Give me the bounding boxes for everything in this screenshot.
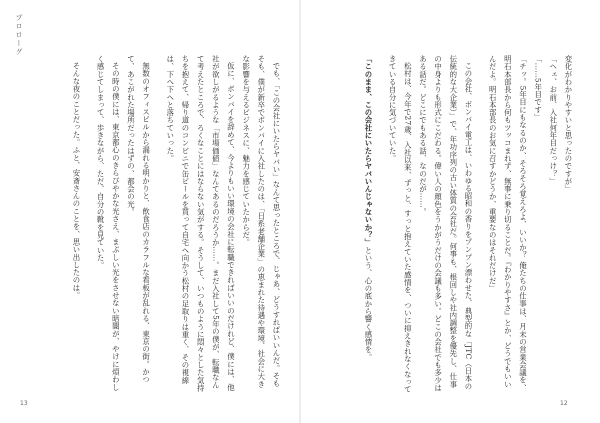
running-head: プロローグ [15,14,23,57]
emphasized-quote: 「このまま、この会社にいたらヤバいんじゃないか？」 [363,55,373,247]
left-page [32,55,284,395]
right-paragraph-5: この会社、ボンバイ電工は、いわゆる昭和の香りをプンプン漂わせた、典型的な「JTC（日本の伝統的な大企業）」で、年功序列の古い体質の会社だ。何事も、根回しや社内調整を優先し、仕事の中身よりも形式にこだわる。偉い人の顔色をうかがうだけの会議も多い。どこの会社でも多少はある話だ。どこにでもある話、なのだが……。 [418,55,473,392]
page-number-left: 13 [20,400,28,407]
page-number-right: 12 [560,400,568,407]
left-page-text [32,55,284,395]
left-paragraph-1: でも、「この会社にいたらヤバい」なんて思ったところで、じゃあ、どうすればいいんだ。そもそも、僕が新卒でボンバイに入社したのは、「日系老舗企業」の恵まれた待遇や環境、社会に大きな影響を与えるビジネスに、魅力を感じていたからだ。 [241,55,281,388]
right-paragraph-7-tail: という、心の底から響く感情を。 [363,246,373,361]
gutter-fold [299,0,301,423]
right-quote-1: 変化がわかりやすいと思ったのですが」 [564,55,573,193]
right-page [318,55,576,395]
left-paragraph-4: その時の僕には、東京都心のきらびやかな光さえ、まぶしい光をさせない暗闇が、やけに煩わしく感じてしまって、歩きながら、ただ、自分の靴を見ていた。 [96,55,121,392]
right-page-text [318,55,576,395]
right-quote-4: 「チッ。5年目にもなるのか、そろそろ覚えろよ、いいか？ 俺たちの仕事は、月末の営業会議を、明石本部長から何もツッコまれず、無事に乗り切ることだ。『わかりやすさ』とか、どうでもいいんだよ。明石本部長のお気に召すかどうか、重要なのはそれだけだ」 [488,55,528,392]
right-quote-2: 「ヘェ、お前、入社何年目だっけ？」 [548,55,558,186]
left-paragraph-2: 仮に、ボンバイを辞めて、今よりもいい環境の会社に転職できればいいのだけれど、僕には、他社が欲しがるような「市場価値」なんてあるのだろうか……。まだ入社して5年の僕が、転職なんて考えたところで、ろくなことにはならない気がする。そうして、いつものように悶々とした気持ちを抱えて、帰り道のコンビニで缶ビールを買って自宅へ向かう松村の足取りは重く、その視線は、下へ下へと落ちていった。 [165,55,236,392]
right-paragraph-6: 松村は、今年で27歳、入社以来、ずっと、すっと抱えていた感情を、ついに抑えきれなくなってきている自分に気づいていた。 [388,55,413,394]
right-quote-3: 「……5年目です」 [533,55,543,122]
left-paragraph-3: 無数のオフィスビルから漏れる明かりと、飲食店のカラフルな看板が乱れる、東京の街。かつて、あこがれた場所だったはずの、都会の光。 [126,55,151,384]
left-paragraph-5: そんな夜のことだった。ふと、安斎さんのことを、思い出したのは。 [71,62,81,300]
right-paragraph-7 [361,55,376,395]
